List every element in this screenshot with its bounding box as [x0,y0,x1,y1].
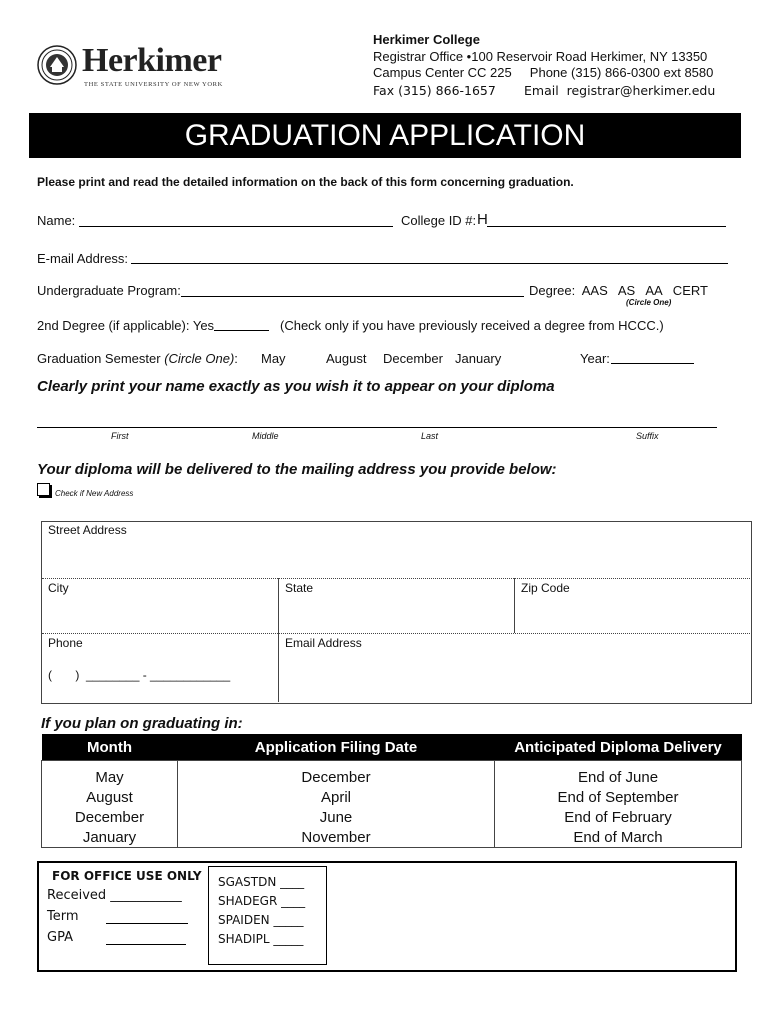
instruction-text: Please print and read the detailed information on the back of this form concerning graduation. [37,175,574,189]
second-degree-field[interactable] [214,330,269,331]
office-gpa-label: GPA [47,930,73,945]
table-row [42,807,742,827]
table-cell: January [42,827,178,848]
column-header: Month [42,734,178,761]
year-label: Year: [580,351,610,366]
college-seal-icon [37,45,77,85]
table-row [42,761,742,788]
address-divider-2 [42,633,750,634]
column-header: Application Filing Date [178,734,495,761]
logo-tagline: THE STATE UNIVERSITY OF NEW YORK [84,81,223,88]
address-vline-1 [278,578,279,702]
table-cell: End of June [495,761,742,788]
address-divider-1 [42,578,750,579]
phone-label: Phone [48,636,83,650]
degree-options[interactable]: Degree: AAS AS AA CERT [529,283,708,298]
diploma-first-label: First [111,431,129,441]
title-bar [29,113,741,158]
office-received: Received ___________ [47,888,182,903]
office-term-line [106,923,188,924]
second-degree-note: (Check only if you have previously received a degree from HCCC.) [280,318,664,333]
address-vline-2 [514,578,515,633]
college-campus-phone: Campus Center CC 225 Phone (315) 866-0300 ext 8580 [373,65,714,80]
table-cell: June [178,807,495,827]
college-id-prefix: H [477,211,488,228]
logo-wordmark: Herkimer [82,42,222,79]
office-code-shadipl: SHADIPL _____ [218,932,304,946]
college-address: Registrar Office •100 Reservoir Road Herkimer, NY 13350 [373,49,708,64]
office-term-label: Term [47,909,79,924]
table-cell: December [42,807,178,827]
city-field[interactable]: City [48,581,69,595]
diploma-middle-label: Middle [252,431,279,441]
table-cell: End of September [495,787,742,807]
college-email: Email registrar@herkimer.edu [524,83,716,98]
diploma-last-label: Last [421,431,439,441]
diploma-name-field[interactable] [37,427,717,428]
office-use-title: FOR OFFICE USE ONLY [52,869,202,883]
street-address-field[interactable]: Street Address [48,523,127,537]
schedule-table [41,734,742,848]
office-code-shadegr: SHADEGR ____ [218,894,306,908]
college-id-field[interactable] [487,226,726,227]
table-cell: April [178,787,495,807]
semester-label-group [37,351,238,366]
program-label: Undergraduate Program: [37,283,181,298]
college-name: Herkimer College [373,32,480,47]
table-row [42,827,742,848]
page-title: GRADUATION APPLICATION [184,119,586,152]
table-cell: November [178,827,495,848]
state-field[interactable]: State [285,581,314,595]
table-cell: End of March [495,827,742,848]
email-field[interactable] [131,263,728,264]
column-header: Anticipated Diploma Delivery [495,734,742,761]
office-gpa-line [106,944,186,945]
phone-field[interactable]: ( ) ________ - ____________ [48,668,231,682]
office-code-spaiden: SPAIDEN _____ [218,913,304,927]
table-row [42,787,742,807]
new-address-checkbox[interactable] [37,483,50,496]
second-degree-label: 2nd Degree (if applicable): Yes [37,318,215,333]
email-address-field[interactable]: Email Address [285,636,362,650]
table-cell: December [178,761,495,788]
table-cell: End of February [495,807,742,827]
college-fax: Fax (315) 866-1657 [373,83,496,98]
schedule-heading: If you plan on graduating in: [41,715,243,732]
year-field[interactable] [611,363,694,364]
zip-code-field[interactable]: Zip Code [521,581,570,595]
semester-colon: : [234,351,238,366]
schedule-header-row [42,734,742,761]
semester-option-may[interactable]: May [261,351,286,366]
mailing-heading: Your diploma will be delivered to the mailing address you provide below: [37,461,557,478]
semester-option-august[interactable]: August [326,351,367,366]
semester-label: Graduation Semester [37,351,161,366]
semester-note: (Circle One) [164,351,235,366]
program-field[interactable] [181,296,524,297]
table-cell: August [42,787,178,807]
name-label: Name: [37,213,76,228]
circle-one-note: (Circle One) [626,298,672,307]
table-cell: May [42,761,178,788]
email-label: E-mail Address: [37,251,129,266]
name-field[interactable] [79,226,393,227]
office-code-sgastdn: SGASTDN ____ [218,875,305,889]
diploma-suffix-label: Suffix [636,431,659,441]
diploma-name-heading: Clearly print your name exactly as you wish it to appear on your diploma [37,378,555,395]
new-address-label: Check if New Address [55,489,134,498]
semester-option-december[interactable]: December [383,351,443,366]
college-id-label: College ID #: [401,213,477,228]
semester-option-january[interactable]: January [455,351,502,366]
